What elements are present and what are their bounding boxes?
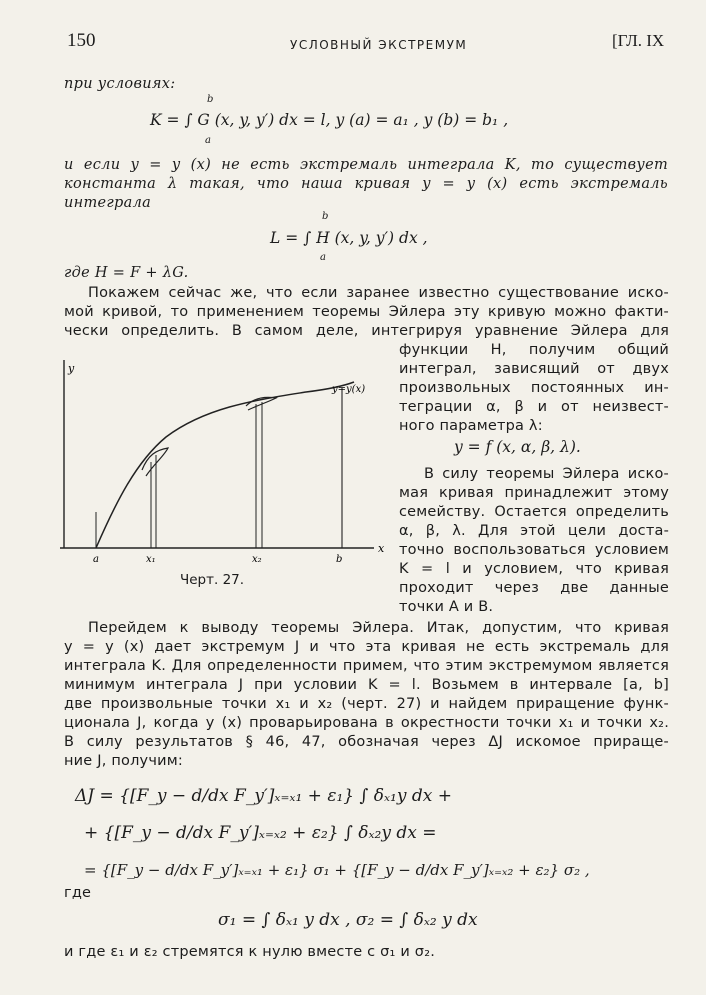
text-line: точно воспользоваться условием [399, 542, 669, 558]
text-line: ние J, получим: [64, 753, 183, 769]
variation-bump-x1 [142, 448, 168, 476]
text-line: мой кривой, то применением теоремы Эйлера эту кривую можно факти- [64, 304, 669, 320]
text-line: K = l и условием, что кривая [399, 561, 669, 577]
text-line: ного параметра λ: [399, 418, 543, 434]
text-line: Перейдем к выводу теоремы Эйлера. Итак, допустим, что кривая [88, 620, 669, 636]
text-line: теграции α, β и от неизвест- [399, 399, 669, 415]
label-y-axis: y [68, 362, 75, 375]
text-line: y = y (x) дает экстремум J и что эта кривая не есть экстремаль для [64, 639, 669, 655]
equation-functional-l: L = ∫ H (x, y, y′) dx , [270, 229, 428, 247]
equation-family: y = f (x, α, β, λ). [454, 438, 581, 456]
text-line: В силу теоремы Эйлера иско- [424, 466, 669, 482]
text-line: константа λ такая, что наша кривая y = y (x) есть экстремаль [64, 176, 668, 192]
running-title: УСЛОВНЫЙ ЭКСТРЕМУМ [290, 38, 468, 52]
text-line: и где ε₁ и ε₂ стремятся к нулю вместе с σ₁ и σ₂. [64, 944, 436, 960]
eq1-upper-limit: b [207, 94, 214, 105]
equation-sigma: σ₁ = ∫ δₓ₁ y dx , σ₂ = ∫ δₓ₂ y dx [218, 910, 478, 930]
label-x2: x₂ [252, 554, 262, 565]
label-a: a [93, 554, 99, 565]
label-b: b [336, 554, 343, 565]
text-line: проходит через две данные [399, 580, 669, 596]
label-curve: y=y(x) [332, 384, 366, 395]
eq2-lower-limit: a [320, 252, 326, 263]
text-line: ционала J, когда y (x) проварьирована в окрестности точки x₁ и точки x₂. [64, 715, 669, 731]
text-line: функции H, получим общий [399, 342, 669, 358]
text-line: произвольных постоянных ин- [399, 380, 669, 396]
text-line: интеграла K. Для определенности примем, что этим экстремумом является [64, 658, 669, 674]
text-line: где H = F + λG. [64, 265, 189, 281]
text-where: где [64, 885, 92, 901]
label-x-axis: x [378, 542, 385, 555]
text-line: α, β, λ. Для этой цели доста- [399, 523, 669, 539]
text-line: В силу результатов § 46, 47, обозначая через ΔJ искомое прираще- [64, 734, 669, 750]
figure-caption: Черт. 27. [180, 572, 245, 588]
text-line: Покажем сейчас же, что если заранее известно существование иско- [88, 285, 669, 301]
condition-intro: при условиях: [64, 76, 176, 92]
equation-constraint: K = ∫ G (x, y, y′) dx = l, y (a) = a₁ , y (b) = b₁ , [150, 111, 509, 129]
text-line: интеграла [64, 195, 152, 211]
text-line: семейству. Остается определить [399, 504, 669, 520]
eq1-lower-limit: a [205, 135, 211, 146]
eq2-upper-limit: b [322, 211, 329, 222]
label-x1: x₁ [146, 554, 156, 565]
figure-27-graph [56, 352, 396, 570]
extremal-curve [96, 382, 354, 548]
page-number: 150 [67, 30, 96, 51]
text-line: интеграл, зависящий от двух [399, 361, 669, 377]
equation-delta-j-row1: ΔJ = {[F_y − d/dx F_y′]ₓ₌ₓ₁ + ε₁} ∫ δₓ₁y dx + [75, 786, 452, 806]
chapter-label: [ГЛ. IX [612, 31, 665, 50]
text-line: и если y = y (x) не есть экстремаль интеграла K, то существует [64, 157, 668, 173]
equation-delta-j-row3: = {[F_y − d/dx F_y′]ₓ₌ₓ₁ + ε₁} σ₁ + {[F_y − d/dx F_y′]ₓ₌ₓ₂ + ε₂} σ₂ , [84, 861, 590, 879]
text-line: минимум интеграла J при условии K = l. Возьмем в интервале [a, b] [64, 677, 669, 693]
equation-delta-j-row2: + {[F_y − d/dx F_y′]ₓ₌ₓ₂ + ε₂} ∫ δₓ₂y dx = [84, 823, 437, 843]
text-line: чески определить. В самом деле, интегрируя уравнение Эйлера для [64, 323, 669, 339]
text-line: точки A и B. [399, 599, 494, 615]
text-line: мая кривая принадлежит этому [399, 485, 669, 501]
text-line: две произвольные точки x₁ и x₂ (черт. 27) и найдем приращение функ- [64, 696, 669, 712]
